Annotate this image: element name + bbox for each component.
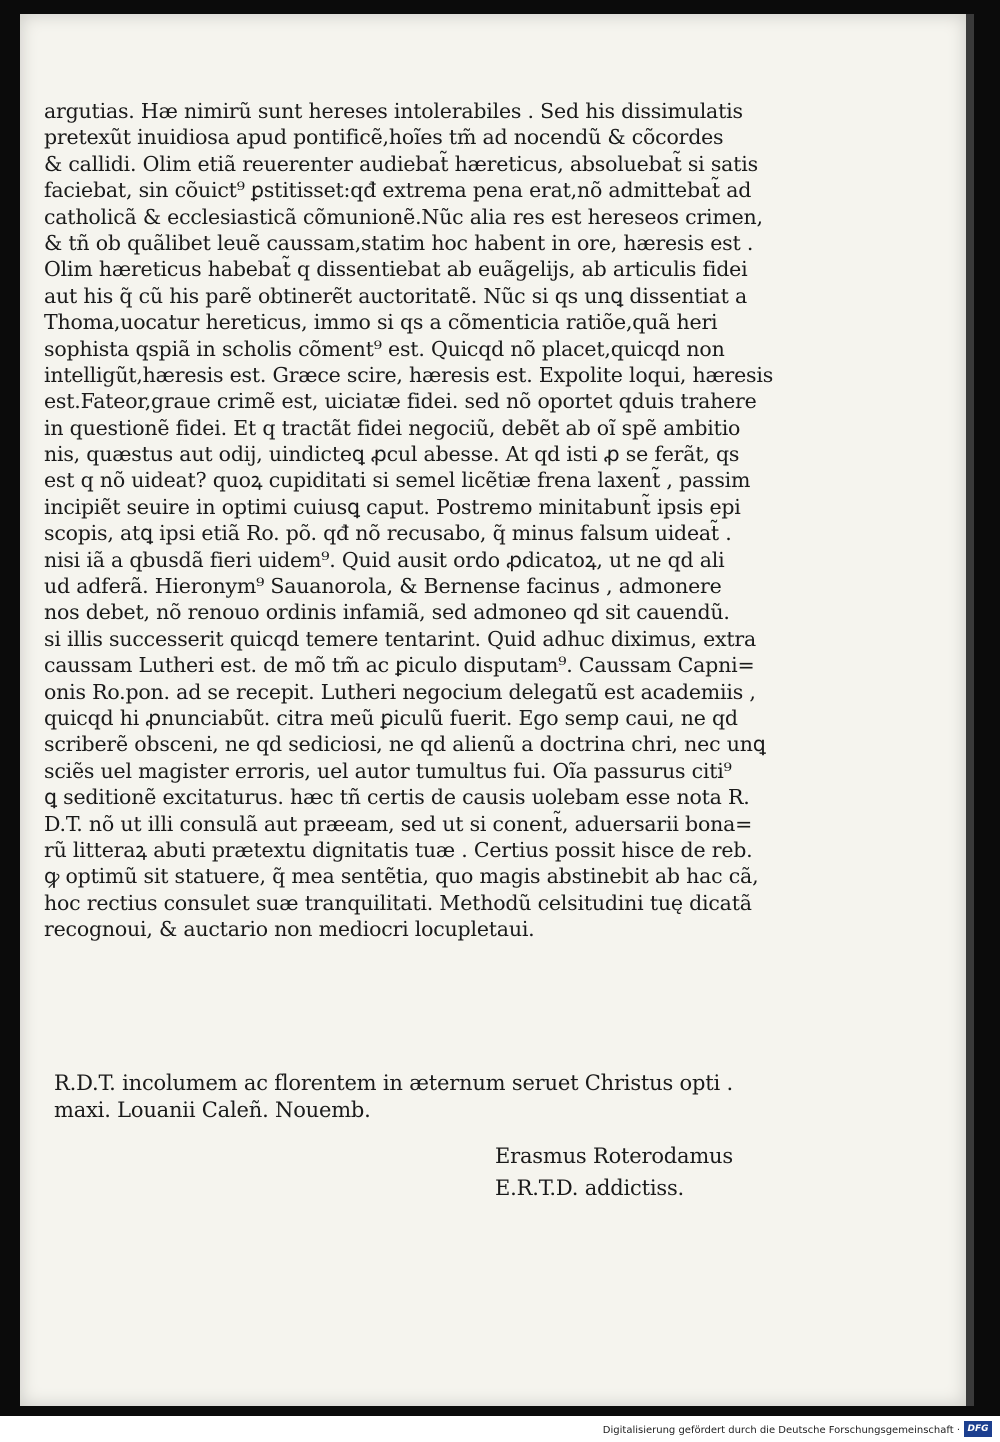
signature-line: E.R.T.D. addictiss. xyxy=(495,1176,684,1200)
text-line: argutias. Hæ nimirũ sunt hereses intolerabiles . Sed his dissimulatis xyxy=(44,99,743,123)
page-edge xyxy=(966,14,974,1406)
text-line: hoc rectius consulet suæ tranquilitati. Methodũ celsitudini tuę dicatã xyxy=(44,890,752,915)
text-line: rũ litteraꝝ abuti prætextu dignitatis tuæ . Certius possit hisce de reb. xyxy=(44,837,753,862)
closing-line: R.D.T. incolumem ac florentem in æternum seruet Christus opti . xyxy=(54,1071,733,1095)
funding-credit: Digitalisierung gefördert durch die Deutsche Forschungsgemeinschaft · xyxy=(602,1425,960,1436)
text-line: recognoui, & auctario non mediocri locupletaui. xyxy=(44,917,535,942)
signature-line: Erasmus Roterodamus xyxy=(495,1144,733,1168)
text-line: nos debet, nõ renouo ordinis infamiã, sed admoneo qd sit cauendũ. xyxy=(44,600,730,625)
text-line: ꝗ seditionẽ excitaturus. hæc tñ certis de causis uolebam esse nota R. xyxy=(44,785,750,810)
text-line: catholicã & ecclesiasticã cõmunionẽ.Nũc alia res est hereseos crimen, xyxy=(44,204,763,229)
text-line: quicqd hi ꝓnunciabũt. citra meũ ꝑiculũ fuerit. Ego semp caui, ne qd xyxy=(44,705,738,730)
text-line: si illis successerit quicqd temere tentarint. Quid adhuc diximus, extra xyxy=(44,626,757,651)
text-line: intelligũt,hæresis est. Græce scire, hæresis est. Expolite loqui, hæresis xyxy=(44,362,774,387)
text-line: ꝙ optimũ sit statuere, q̃ mea sentẽtia, quo magis abstinebit ab hac cã, xyxy=(44,864,759,889)
text-line: ud adferã. Hieronym⁹ Sauanorola, & Bernense facinus , admonere xyxy=(44,574,722,599)
text-line: nis, quæstus aut odij, uindicteꝗ ꝓcul abesse. At qd isti ꝓ se ferãt, qs xyxy=(44,442,740,467)
text-line: Olim hæreticus habebat̃ q dissentiebat ab euãgelijs, ab articulis fidei xyxy=(44,257,748,282)
text-line: in questionẽ fidei. Et q tractãt fidei negociũ, debẽt ab oĩ spẽ ambitio xyxy=(44,415,741,440)
text-line: sophista qspiã in scholis cõment⁹ est. Quicqd nõ placet,quicqd non xyxy=(44,336,725,361)
signature xyxy=(495,1140,795,1204)
closing-salutation xyxy=(54,1070,794,1124)
body-text xyxy=(44,98,804,943)
text-line: & tñ ob quãlibet leuẽ caussam,statim hoc habent in ore, hæresis est . xyxy=(44,230,754,255)
closing-line: maxi. Louanii Caleñ. Nouemb. xyxy=(54,1098,371,1122)
text-line: scopis, atꝗ ipsi etiã Ro. põ. qđ nõ recusabo, q̃ minus falsum uideat̃ . xyxy=(44,521,732,546)
text-line: sciẽs uel magister erroris, uel autor tumultus fui. Oĩa passurus citi⁹ xyxy=(44,758,732,783)
text-line: aut his q̃ cũ his parẽ obtinerẽt auctoritatẽ. Nũc si qs unꝗ dissentiat a xyxy=(44,283,748,308)
text-line: caussam Lutheri est. de mõ tm̃ ac ꝑiculo disputam⁹. Caussam Capni= xyxy=(44,653,755,678)
text-line: incipiẽt seuire in optimi cuiusꝗ caput. Postremo minitabunt̃ ipsis epi xyxy=(44,494,741,519)
dfg-logo: DFG xyxy=(964,1421,992,1437)
text-line: pretexũt inuidiosa apud pontificẽ,hoĩes tm̃ ad nocendũ & cõcordes xyxy=(44,125,724,150)
text-line: faciebat, sin cõuict⁹ ꝑstitisset:qđ extrema pena erat,nõ admittebat̃ ad xyxy=(44,178,752,203)
text-line: & callidi. Olim etiã reuerenter audiebat̃ hæreticus, absoluebat̃ si satis xyxy=(44,151,758,176)
text-line: est.Fateor,graue crimẽ est, uiciatæ fidei. sed nõ oportet qduis trahere xyxy=(44,389,757,414)
text-line: nisi iã a qbusdã fieri uidem⁹. Quid ausit ordo ꝓdicatoꝝ, ut ne qd ali xyxy=(44,547,725,572)
text-line: D.T. nõ ut illi consulã aut præeam, sed ut si conent̃, aduersarii bona= xyxy=(44,811,753,836)
text-line: onis Ro.pon. ad se recepit. Lutheri negocium delegatũ est academiis , xyxy=(44,679,756,704)
text-line: est q nõ uideat? quoꝝ cupiditati si semel licẽtiæ frena laxent̃ , passim xyxy=(44,468,751,493)
text-line: scriberẽ obsceni, ne qd sediciosi, ne qd alienũ a doctrina chri, nec unꝗ xyxy=(44,732,766,757)
text-line: Thoma,uocatur hereticus, immo si qs a cõmenticia ratiõe,quã heri xyxy=(44,310,718,335)
